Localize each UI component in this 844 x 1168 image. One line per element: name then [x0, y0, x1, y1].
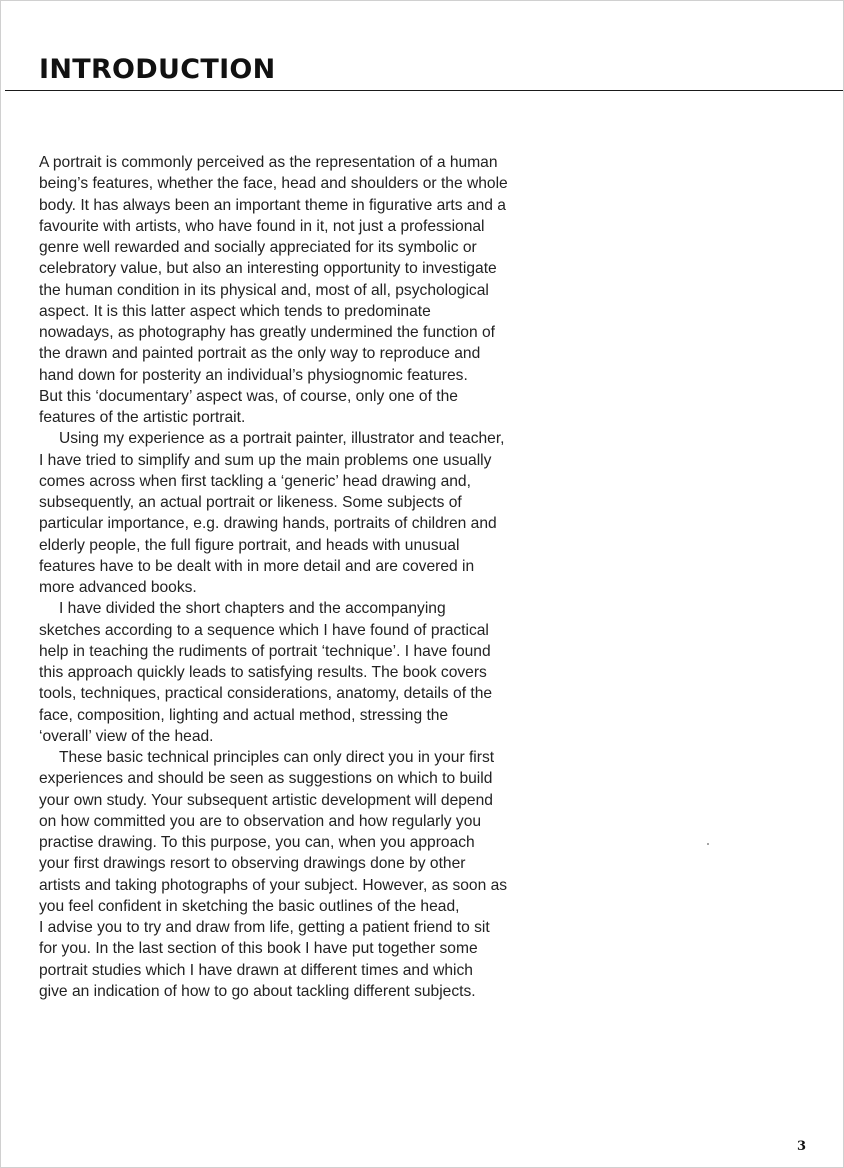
text-line: being’s features, whether the face, head and shoulders or the whole: [39, 175, 508, 193]
text-line: features of the artistic portrait.: [39, 409, 246, 426]
paragraph-3: [39, 598, 539, 747]
text-line: celebratory value, but also an interesting opportunity to investigate: [39, 260, 497, 278]
text-line: comes across when first tackling a ‘generic’ head drawing and,: [39, 472, 471, 490]
text-line: help in teaching the rudiments of portrait ‘technique’. I have found: [39, 642, 491, 660]
page-title: INTRODUCTION: [39, 54, 276, 85]
text-line: genre well rewarded and socially appreciated for its symbolic or: [39, 239, 477, 256]
text-line: These basic technical principles can only direct you in your first: [59, 749, 495, 766]
text-line: I have tried to simplify and sum up the main problems one usually: [39, 451, 492, 469]
heading-rule: [5, 90, 843, 91]
text-line: ‘overall’ view of the head.: [39, 727, 214, 745]
page-number: 3: [797, 1139, 807, 1154]
text-line: elderly people, the full figure portrait, and heads with unusual: [39, 536, 460, 554]
text-line: your first drawings resort to observing drawings done by other: [39, 855, 466, 873]
text-line: portrait studies which I have drawn at different times and which: [39, 961, 473, 979]
text-line: A portrait is commonly perceived as the representation of a human: [39, 154, 498, 171]
text-line: artists and taking photographs of your subject. However, as soon as: [39, 876, 508, 894]
text-line: give an indication of how to go about tackling different subjects.: [39, 982, 476, 1000]
text-line: features have to be dealt with in more detail and are covered in: [39, 557, 475, 575]
text-line: favourite with artists, who have found in it, not just a professional: [39, 217, 485, 235]
text-line: on how committed you are to observation and how regularly you: [39, 812, 482, 830]
text-line: practise drawing. To this purpose, you can, when you approach: [39, 834, 475, 851]
text-line: body. It has always been an important theme in figurative arts and a: [39, 196, 506, 214]
text-line: I have divided the short chapters and the accompanying: [59, 600, 446, 618]
body-text: [39, 152, 539, 1002]
text-line: aspect. It is this latter aspect which tends to predominate: [39, 302, 431, 320]
text-line: Using my experience as a portrait painter, illustrator and teacher,: [59, 430, 505, 448]
text-line: subsequently, an actual portrait or likeness. Some subjects of: [39, 494, 462, 511]
text-line: nowadays, as photography has greatly undermined the function of: [39, 324, 495, 341]
text-line: tools, techniques, practical considerations, anatomy, details of the: [39, 685, 493, 703]
text-line: more advanced books.: [39, 579, 197, 596]
text-line: I advise you to try and draw from life, getting a patient friend to sit: [39, 919, 490, 936]
text-line: hand down for posterity an individual’s physiognomic features.: [39, 366, 468, 384]
text-line: particular importance, e.g. drawing hands, portraits of children and: [39, 515, 497, 533]
text-line: this approach quickly leads to satisfying results. The book covers: [39, 664, 487, 681]
text-line: the drawn and painted portrait as the only way to reproduce and: [39, 345, 481, 363]
text-line: face, composition, lighting and actual method, stressing the: [39, 706, 449, 724]
text-line: But this ‘documentary’ aspect was, of course, only one of the: [39, 387, 458, 405]
text-line: the human condition in its physical and, most of all, psychological: [39, 281, 489, 299]
stray-mark: [707, 843, 709, 845]
paragraph-4: [39, 747, 539, 1002]
paragraph-1: [39, 152, 539, 428]
text-line: experiences and should be seen as suggestions on which to build: [39, 770, 493, 788]
text-line: your own study. Your subsequent artistic development will depend: [39, 791, 493, 809]
text-line: you feel confident in sketching the basic outlines of the head,: [39, 897, 460, 915]
text-line: sketches according to a sequence which I have found of practical: [39, 621, 489, 639]
text-line: for you. In the last section of this book I have put together some: [39, 940, 478, 958]
paragraph-2: [39, 428, 539, 598]
